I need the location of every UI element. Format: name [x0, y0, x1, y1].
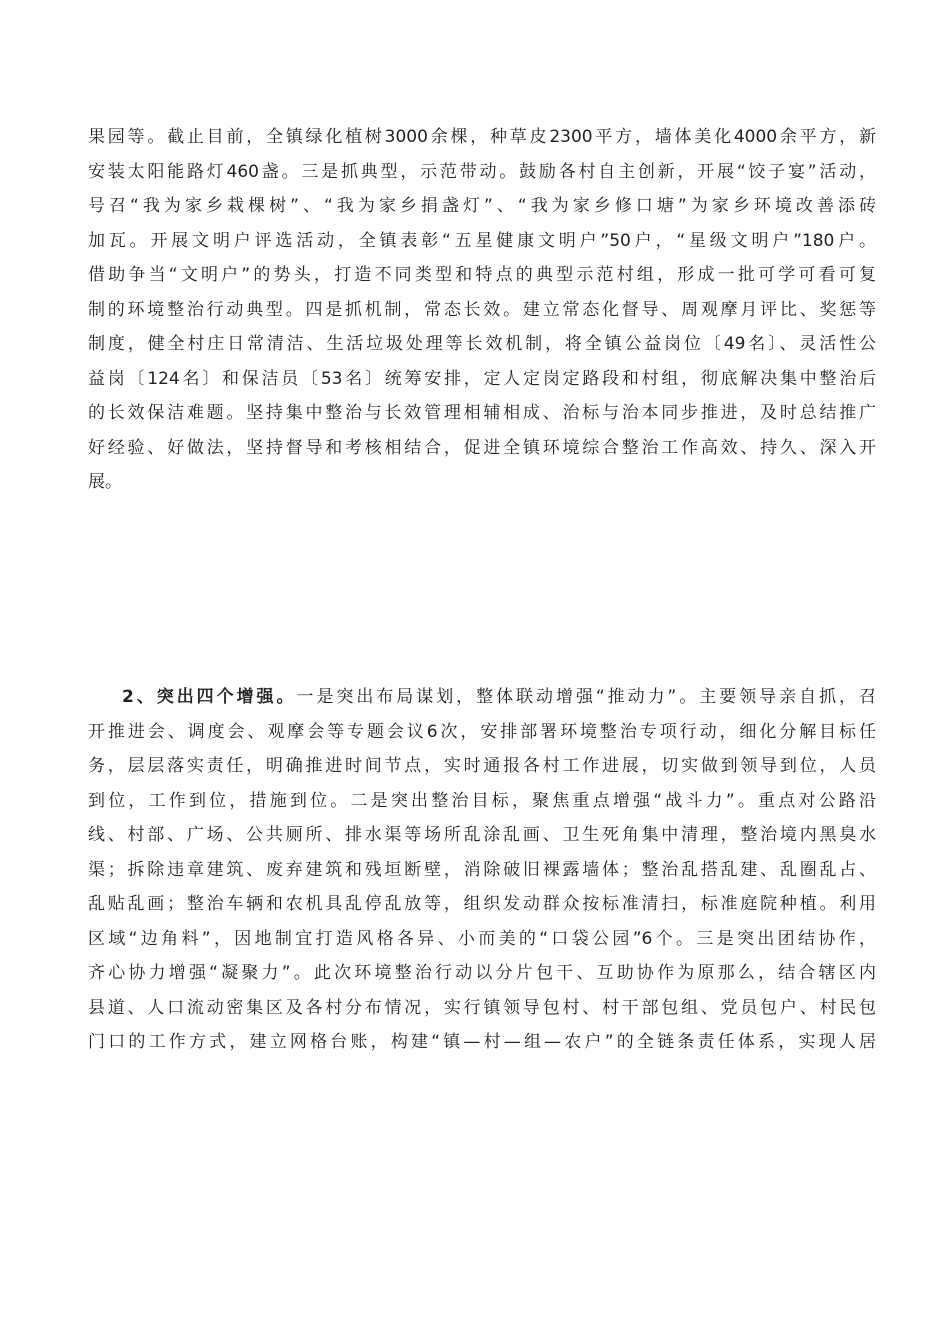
text-line: 区域“边角料”，因地制宜打造风格各异、小而美的“口袋公园”6个。三是突出团结协作， — [88, 928, 876, 949]
text-line: 开推进会、调度会、观摩会等专题会议6次，安排部署环境整治专项行动，细化分解目标任 — [88, 721, 876, 742]
paragraph-first-line — [88, 680, 876, 715]
text-line: 制度，健全村庄日常清洁、生活垃圾处理等长效机制，将全镇公益岗位〔49名〕、灵活性公 — [88, 334, 876, 354]
text-line: 制的环境整治行动典型。四是抓机制，常态长效。建立常态化督导、周观摩月评比、奖惩等 — [88, 299, 876, 320]
text-line: 加瓦。开展文明户评选活动，全镇表彰“五星健康文明户”50户，“星级文明户”180户。 — [88, 230, 876, 251]
text-line: 的长效保洁难题。坚持集中整治与长效管理相辅相成、治标与治本同步推进，及时总结推广 — [88, 403, 876, 423]
text-line: 借助争当“文明户”的势头，打造不同类型和特点的典型示范村组，形成一批可学可看可复 — [88, 265, 876, 285]
text-line: 一是突出布局谋划，整体联动增强“推动力”。主要领导亲自抓，召 — [296, 687, 876, 707]
text-line: 好经验、好做法，坚持督导和考核相结合，促进全镇环境综合整治工作高效、持久、深入开 — [88, 437, 876, 458]
section-heading: 2、突出四个增强。 — [122, 687, 297, 707]
text-line: 展。 — [88, 472, 122, 492]
text-line: 安装太阳能路灯460盏。三是抓典型，示范带动。鼓励各村自主创新，开展“饺子宴”活动， — [88, 161, 876, 182]
text-line: 果园等。截止目前，全镇绿化植树3000余棵，种草皮2300平方，墙体美化4000余平方，新 — [88, 127, 876, 147]
text-line: 务，层层落实责任，明确推进时间节点，实时通报各村工作进展，切实做到领导到位，人员 — [88, 756, 876, 776]
text-line: 益岗〔124名〕和保洁员〔53名〕统筹安排，定人定岗定路段和村组，彻底解决集中整治后 — [88, 368, 876, 389]
text-line: 乱贴乱画；整治车辆和农机具乱停乱放等，组织发动群众按标准清扫，标准庭院种植。利用 — [88, 894, 876, 914]
paragraph-1 — [88, 120, 876, 500]
text-line: 齐心协力增强“凝聚力”。此次环境整治行动以分片包干、互助协作为原那么，结合辖区内 — [88, 963, 876, 983]
paragraph-2 — [88, 680, 876, 1060]
text-line: 门口的工作方式，建立网格台账，构建“镇—村—组—农户”的全链条责任体系，实现人居 — [88, 1032, 876, 1052]
text-line: 号召“我为家乡栽棵树”、“我为家乡捐盏灯”、“我为家乡修口塘”为家乡环境改善添砖 — [88, 196, 876, 216]
text-line: 线、村部、广场、公共厕所、排水渠等场所乱涂乱画、卫生死角集中清理，整治境内黑臭水 — [88, 825, 876, 845]
text-line: 渠；拆除违章建筑、废弃建筑和残垣断壁，消除破旧裸露墙体；整治乱搭乱建、乱圈乱占、 — [88, 859, 876, 880]
text-line: 到位，工作到位，措施到位。二是突出整治目标，聚焦重点增强“战斗力”。重点对公路沿 — [88, 790, 876, 811]
text-line: 县道、人口流动密集区及各村分布情况，实行镇领导包村、村干部包组、党员包户、村民包 — [88, 997, 876, 1018]
